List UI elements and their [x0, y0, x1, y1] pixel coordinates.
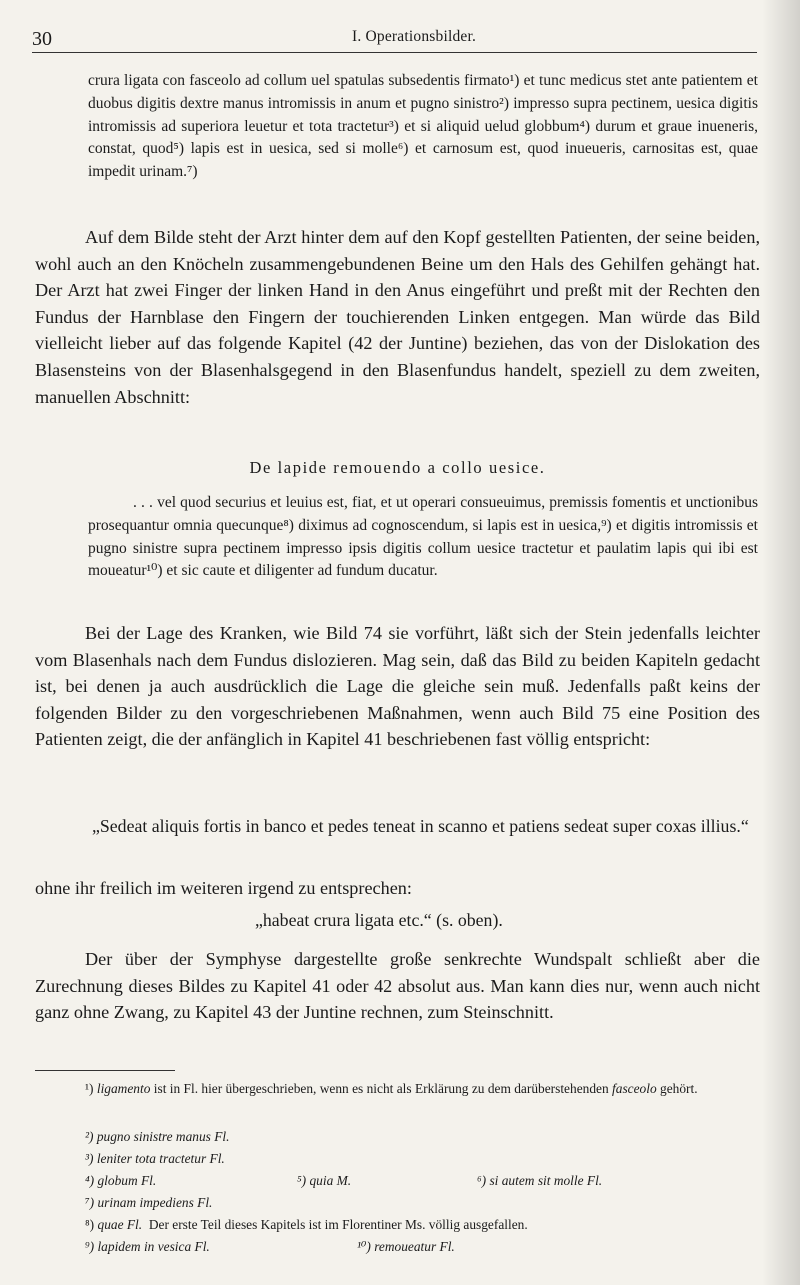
- footnote-1-text: ist in Fl. hier übergeschrieben, wenn es nicht als Erklärung zu dem darüberstehenden: [153, 1081, 609, 1096]
- footnote-5-text: ⁵) quia M.: [297, 1173, 352, 1188]
- footnote-1-term: ligamento: [96, 1081, 151, 1096]
- chapter-heading: De lapide remouendo a collo uesice.: [249, 458, 546, 477]
- footnote-1-end: gehört.: [660, 1081, 698, 1096]
- footnote-3-text: ³) leniter tota tractetur Fl.: [85, 1151, 225, 1166]
- footnote-rule: [35, 1070, 175, 1071]
- footnote-9: [85, 1238, 210, 1255]
- paragraph-3: Der über der Symphyse dargestellte große senkrechte Wundspalt schließt aber die Zurechnung dieses Bildes zu Kapitel 41 oder 42 absolut aus. Man kann dies nur, wenn auch nicht ganz ohne Zwang, zu Kapitel 43 der Juntine rechnen, zum Steinschnitt.: [35, 949, 760, 1023]
- footnote-6-text: ⁶) si autem sit molle Fl.: [477, 1173, 603, 1188]
- page-spine-shadow: [762, 0, 800, 1285]
- footnote-8-mark: ⁸): [85, 1217, 95, 1232]
- footnote-7: [85, 1194, 212, 1211]
- running-title: I. Operationsbilder.: [352, 28, 477, 45]
- latin-quote-3: „Sedeat aliquis fortis in banco et pedes teneat in scanno et patiens sedeat super coxas illius.“: [92, 816, 749, 836]
- latin-quote-1: crura ligata con fasceolo ad collum uel spatulas subsedentis firmato¹) et tunc medicus stet ante patientem et duobus digitis dextre manus intromissis in anum et pugno sinistro²) impresso supra pectinem, uesica digitis intromissis ad superiora leuetur et tota tractetur³) et si aliquid uelud globbum⁴) durum et graue inueneris, constat, quod⁵) lapis est in uesica, sed si molle⁶) et carnosum est, quod inueueris, carnositas est, quae impedit urinam.⁷): [88, 72, 758, 181]
- footnote-1-mark: ¹): [85, 1081, 94, 1096]
- footnote-1-term2: fasceolo: [612, 1081, 657, 1096]
- footnote-7-text: ⁷) urinam impediens Fl.: [85, 1195, 213, 1210]
- footnote-8: [85, 1216, 528, 1233]
- footnote-1: [35, 1080, 760, 1097]
- footnote-8-term: quae Fl.: [97, 1217, 143, 1232]
- footnote-9-text: ⁹) lapidem in vesica Fl.: [85, 1239, 210, 1254]
- page-number: 30: [32, 28, 52, 50]
- latin-quote-2: . . . vel quod securius et leuius est, fiat, et ut operari consueuimus, premissis fomentis et unctionibus prosequantur omnia quecunque⁸) diximus ad cognoscendum, si lapis est in uesica,⁹) et digitis intromissis et pugno sinistre supra pectinem impresso ipsis digitis collum uesice tractetur et paulatim lapis qui ibi est moueatur¹⁰) et sic caute et diligenter ad fundum ducatur.: [88, 494, 758, 580]
- footnote-10: [357, 1238, 455, 1255]
- footnote-10-text: ¹⁰) remoueatur Fl.: [357, 1239, 455, 1254]
- footnote-3: [85, 1150, 225, 1167]
- paragraph-2: Bei der Lage des Kranken, wie Bild 74 sie vorführt, läßt sich der Stein jedenfalls leichter vom Blasenhals nach dem Fundus dislozieren. Mag sein, daß das Bild zu beiden Kapiteln gedacht ist, bei denen ja auch ausdrücklich die Lage die gleiche sein muß. Jedenfalls paßt keins der folgenden Bilder zu den vorgeschriebenen Maßnahmen, wenn auch Bild 75 eine Position des Patienten zeigt, die der anfänglich in Kapitel 41 beschriebenen fast völlig entspricht:: [35, 623, 760, 750]
- footnote-5: [297, 1172, 351, 1189]
- footnote-2: [85, 1128, 230, 1145]
- latin-quote-4: „habeat crura ligata etc.“ (s. oben).: [255, 910, 503, 930]
- line-ohne: ohne ihr freilich im weiteren irgend zu entsprechen:: [35, 878, 412, 898]
- footnote-6: [477, 1172, 602, 1189]
- footnote-4-text: ⁴) globum Fl.: [85, 1173, 157, 1188]
- footnote-8-text: Der erste Teil dieses Kapitels ist im Florentiner Ms. völlig ausgefallen.: [148, 1217, 528, 1232]
- footnote-2-text: ²) pugno sinistre manus Fl.: [85, 1129, 230, 1144]
- footnote-4: [85, 1172, 156, 1189]
- page-header: [32, 24, 757, 53]
- paragraph-1: Auf dem Bilde steht der Arzt hinter dem auf den Kopf gestellten Patienten, der seine beiden, wohl auch an den Knöcheln zusammengebundenen Beine um den Hals des Gehilfen gehängt hat. Der Arzt hat zwei Finger der linken Hand in den Anus eingeführt und preßt mit der Rechten den Fundus der Harnblase den Fingern der touchierenden Linken entgegen. Man würde das Bild vielleicht lieber auf das folgende Kapitel (42 der Juntine) beziehen, das von der Dislokation des Blasensteins von der Blasenhalsgegend in den Blasenfundus handelt, speziell zu dem zweiten, manuellen Abschnitt:: [35, 227, 760, 407]
